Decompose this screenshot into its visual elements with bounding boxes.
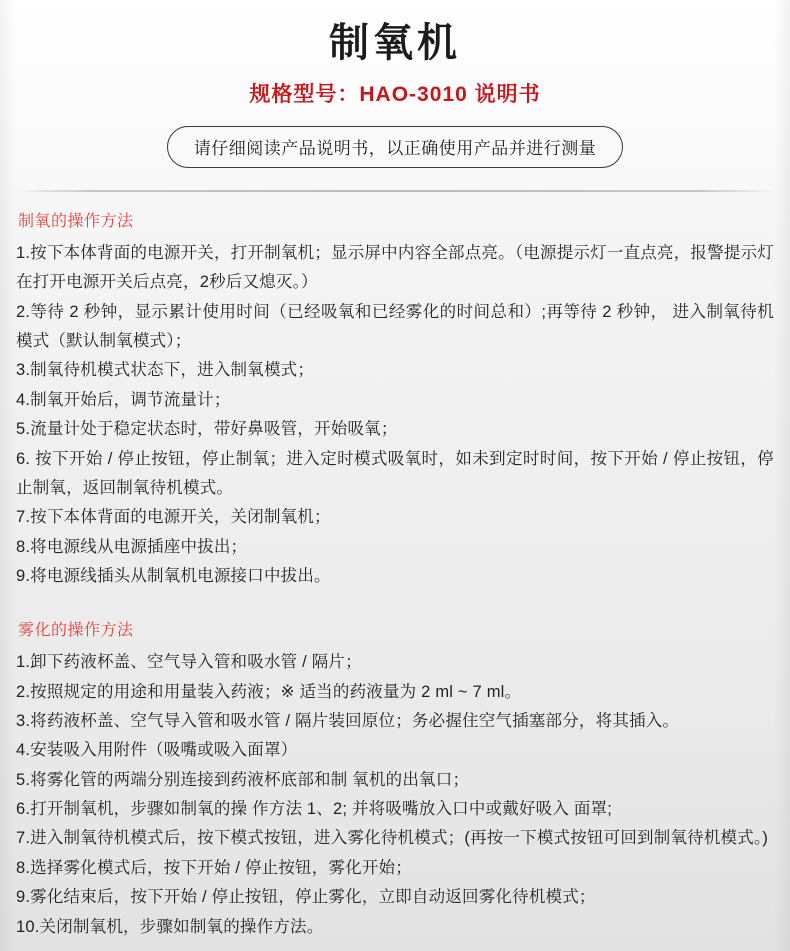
step-item: 3.将药液杯盖、空气导入管和吸水管 / 隔片装回原位；务必握住空气插塞部分，将其插入。 — [16, 712, 680, 731]
section-nebulization — [16, 617, 774, 942]
step-item: 7.进入制氧待机模式后，按下模式按钮，进入雾化待机模式；(再按一下模式按钮可回到制氧待机模式。) — [16, 829, 769, 848]
section-oxygen — [16, 208, 774, 591]
step-item: 5.流量计处于稳定状态时，带好鼻吸管，开始吸氧； — [16, 420, 398, 439]
step-item: 8.选择雾化模式后，按下开始 / 停止按钮，雾化开始； — [16, 858, 412, 877]
step-item: 4.制氧开始后，调节流量计； — [16, 390, 231, 409]
model-subtitle: 规格型号：HAO-3010 说明书 — [249, 83, 541, 106]
step-item: 10.关闭制氧机，步骤如制氧的操作方法。 — [16, 917, 324, 936]
step-item: 3.制氧待机模式状态下，进入制氧模式； — [16, 361, 315, 380]
step-item: 1.按下本体背面的电源开关，打开制氧机；显示屏中内容全部点亮。（电源提示灯一直点亮，报警提示灯在打开电源开关后点亮，2秒后又熄灭。） — [16, 244, 774, 292]
step-item: 4.安装吸入用附件（吸嘴或吸入面罩） — [16, 741, 298, 760]
step-item: 8.将电源线从电源插座中拔出； — [16, 537, 248, 556]
step-item: 1.卸下药液杯盖、空气导入管和吸水管 / 隔片； — [16, 653, 362, 672]
step-item: 6.打开制氧机，步骤如制氧的操 作方法 1、2; 并将吸嘴放入口中或戴好吸入 面罩; — [16, 800, 613, 819]
step-item: 2.等待 2 秒钟，显示累计使用时间（已经吸氧和已经雾化的时间总和）;再等待 2 秒钟， 进入制氧待机模式（默认制氧模式）； — [16, 302, 774, 351]
reading-notice: 请仔细阅读产品说明书，以正确使用产品并进行测量 — [167, 126, 624, 168]
section-title-nebulization: 雾化的操作方法 — [18, 622, 134, 640]
step-item: 7.按下本体背面的电源开关，关闭制氧机； — [16, 508, 331, 527]
manual-content — [0, 192, 790, 942]
step-item: 9.雾化结束后，按下开始 / 停止按钮，停止雾化，立即自动返回雾化待机模式； — [16, 888, 596, 907]
notice-container — [0, 126, 790, 168]
section-title-oxygen: 制氧的操作方法 — [18, 213, 134, 230]
step-item: 9.将电源线插头从制氧机电源接口中拔出。 — [16, 566, 331, 585]
document-header — [0, 0, 790, 168]
step-item: 5.将雾化管的两端分别连接到药液杯底部和制 氧机的出氧口； — [16, 770, 470, 789]
page-title: 制氧机 — [329, 21, 461, 65]
step-item: 2.按照规定的用途和用量装入药液；※ 适当的药液量为 2 ml ~ 7 ml。 — [16, 682, 522, 701]
step-item: 6. 按下开始 / 停止按钮，停止制氧；进入定时模式吸氧时，如未到定时时间，按下开始 / 停止按钮，停止制氧，返回制氧待机模式。 — [16, 449, 774, 497]
